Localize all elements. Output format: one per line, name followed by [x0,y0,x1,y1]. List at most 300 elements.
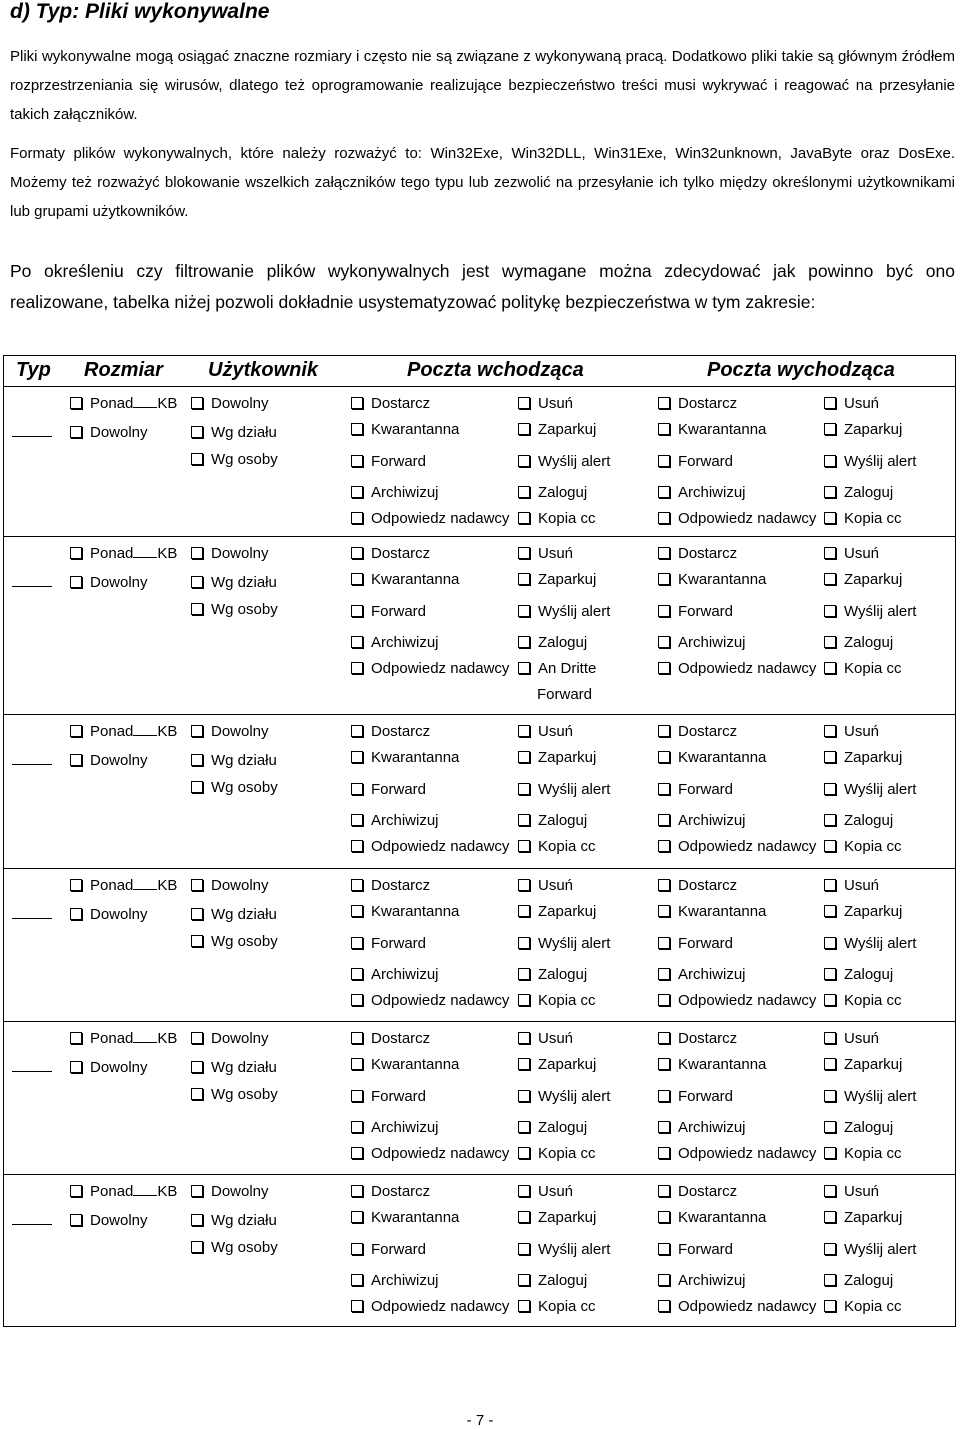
user-person-option[interactable] [191,933,278,951]
checkbox-icon[interactable] [824,751,836,763]
checkbox-icon[interactable] [824,1243,836,1255]
checkbox-icon[interactable] [658,486,670,498]
outgoing-option[interactable] [824,877,879,895]
checkbox-icon[interactable] [658,1185,670,1197]
checkbox-icon[interactable] [518,994,530,1006]
outgoing-option[interactable] [824,660,902,678]
outgoing-option[interactable] [658,510,816,528]
checkbox-icon[interactable] [824,725,836,737]
checkbox-icon[interactable] [658,879,670,891]
checkbox-icon[interactable] [824,937,836,949]
incoming-option[interactable] [518,749,596,767]
incoming-option[interactable] [351,660,509,678]
checkbox-icon[interactable] [518,1058,530,1070]
checkbox-icon[interactable] [518,1211,530,1223]
incoming-option[interactable] [518,660,596,678]
size-kb-input[interactable] [133,395,157,408]
checkbox-icon[interactable] [658,455,670,467]
outgoing-option[interactable] [658,1145,816,1163]
checkbox-icon[interactable] [191,397,203,409]
checkbox-icon[interactable] [658,605,670,617]
checkbox-icon[interactable] [824,1032,836,1044]
outgoing-option[interactable] [824,935,916,953]
outgoing-option[interactable] [824,1145,902,1163]
incoming-option[interactable] [518,1056,596,1074]
outgoing-option[interactable] [658,660,816,678]
incoming-option[interactable] [518,723,573,741]
size-any-option[interactable] [70,574,148,592]
incoming-option[interactable] [351,1056,459,1074]
incoming-option[interactable] [518,1183,573,1201]
size-kb-input[interactable] [133,877,157,890]
checkbox-icon[interactable] [351,1211,363,1223]
incoming-option[interactable] [351,1030,430,1048]
incoming-option[interactable] [351,992,509,1010]
checkbox-icon[interactable] [518,725,530,737]
checkbox-icon[interactable] [824,1058,836,1070]
checkbox-icon[interactable] [70,879,82,891]
checkbox-icon[interactable] [518,397,530,409]
checkbox-icon[interactable] [824,605,836,617]
checkbox-icon[interactable] [518,573,530,585]
outgoing-option[interactable] [658,935,733,953]
checkbox-icon[interactable] [351,636,363,648]
incoming-option[interactable] [518,634,587,652]
checkbox-icon[interactable] [351,1147,363,1159]
checkbox-icon[interactable] [191,453,203,465]
checkbox-icon[interactable] [658,1090,670,1102]
checkbox-icon[interactable] [351,814,363,826]
checkbox-icon[interactable] [824,905,836,917]
user-any-option[interactable] [191,395,269,413]
checkbox-icon[interactable] [658,1058,670,1070]
user-any-option[interactable] [191,1183,269,1201]
checkbox-icon[interactable] [518,1300,530,1312]
type-blank-field[interactable] [12,763,52,765]
checkbox-icon[interactable] [658,1243,670,1255]
checkbox-icon[interactable] [658,937,670,949]
outgoing-option[interactable] [824,1272,893,1290]
checkbox-icon[interactable] [191,1088,203,1100]
outgoing-option[interactable] [658,1183,737,1201]
incoming-option[interactable] [351,1298,509,1316]
type-blank-field[interactable] [12,585,52,587]
checkbox-icon[interactable] [518,486,530,498]
user-person-option[interactable] [191,1239,278,1257]
checkbox-icon[interactable] [824,994,836,1006]
checkbox-icon[interactable] [658,968,670,980]
checkbox-icon[interactable] [70,397,82,409]
checkbox-icon[interactable] [658,840,670,852]
checkbox-icon[interactable] [658,1121,670,1133]
checkbox-icon[interactable] [351,905,363,917]
outgoing-option[interactable] [658,723,737,741]
incoming-option[interactable] [518,395,573,413]
user-person-option[interactable] [191,1086,278,1104]
checkbox-icon[interactable] [658,662,670,674]
checkbox-icon[interactable] [658,994,670,1006]
incoming-option[interactable] [351,812,439,830]
checkbox-icon[interactable] [518,751,530,763]
incoming-option[interactable] [351,1272,439,1290]
checkbox-icon[interactable] [518,905,530,917]
incoming-option[interactable] [351,1183,430,1201]
checkbox-icon[interactable] [658,1147,670,1159]
outgoing-option[interactable] [824,1298,902,1316]
checkbox-icon[interactable] [70,908,82,920]
outgoing-option[interactable] [658,781,733,799]
checkbox-icon[interactable] [658,512,670,524]
checkbox-icon[interactable] [824,968,836,980]
user-person-option[interactable] [191,779,278,797]
incoming-option[interactable] [518,1209,596,1227]
checkbox-icon[interactable] [191,908,203,920]
checkbox-icon[interactable] [824,1300,836,1312]
size-any-option[interactable] [70,752,148,770]
checkbox-icon[interactable] [824,662,836,674]
checkbox-icon[interactable] [518,1121,530,1133]
size-over-option[interactable] [70,723,177,741]
checkbox-icon[interactable] [518,512,530,524]
incoming-option[interactable] [351,1209,459,1227]
outgoing-option[interactable] [824,453,916,471]
checkbox-icon[interactable] [351,783,363,795]
outgoing-option[interactable] [658,603,733,621]
size-over-option[interactable] [70,395,177,413]
checkbox-icon[interactable] [191,426,203,438]
incoming-option[interactable] [518,781,610,799]
checkbox-icon[interactable] [824,573,836,585]
size-over-option[interactable] [70,1030,177,1048]
outgoing-option[interactable] [658,1241,733,1259]
user-person-option[interactable] [191,451,278,469]
checkbox-icon[interactable] [70,1185,82,1197]
user-dept-option[interactable] [191,574,277,592]
outgoing-option[interactable] [824,603,916,621]
incoming-option[interactable] [351,421,459,439]
checkbox-icon[interactable] [70,1214,82,1226]
checkbox-icon[interactable] [191,1061,203,1073]
outgoing-option[interactable] [658,966,746,984]
outgoing-option[interactable] [658,1030,737,1048]
outgoing-option[interactable] [658,838,816,856]
checkbox-icon[interactable] [518,1090,530,1102]
incoming-option[interactable] [518,453,610,471]
checkbox-icon[interactable] [658,573,670,585]
outgoing-option[interactable] [658,812,746,830]
size-kb-input[interactable] [133,723,157,736]
checkbox-icon[interactable] [70,1061,82,1073]
checkbox-icon[interactable] [658,783,670,795]
checkbox-icon[interactable] [658,1274,670,1286]
checkbox-icon[interactable] [191,725,203,737]
outgoing-option[interactable] [824,1056,902,1074]
outgoing-option[interactable] [824,903,902,921]
outgoing-option[interactable] [658,1272,746,1290]
checkbox-icon[interactable] [70,547,82,559]
checkbox-icon[interactable] [518,879,530,891]
incoming-option[interactable] [518,421,596,439]
checkbox-icon[interactable] [191,547,203,559]
checkbox-icon[interactable] [518,1147,530,1159]
checkbox-icon[interactable] [824,814,836,826]
checkbox-icon[interactable] [658,1032,670,1044]
checkbox-icon[interactable] [191,1185,203,1197]
incoming-option[interactable] [351,545,430,563]
incoming-option[interactable] [351,571,459,589]
checkbox-icon[interactable] [518,1032,530,1044]
outgoing-option[interactable] [824,838,902,856]
checkbox-icon[interactable] [824,512,836,524]
checkbox-icon[interactable] [191,879,203,891]
incoming-option[interactable] [351,603,426,621]
outgoing-option[interactable] [824,571,902,589]
checkbox-icon[interactable] [351,1032,363,1044]
outgoing-option[interactable] [658,749,766,767]
checkbox-icon[interactable] [191,1214,203,1226]
checkbox-icon[interactable] [658,547,670,559]
checkbox-icon[interactable] [518,814,530,826]
outgoing-option[interactable] [658,992,816,1010]
user-dept-option[interactable] [191,752,277,770]
outgoing-option[interactable] [824,749,902,767]
incoming-option[interactable] [351,723,430,741]
user-dept-option[interactable] [191,1212,277,1230]
checkbox-icon[interactable] [658,1211,670,1223]
outgoing-option[interactable] [658,634,746,652]
outgoing-option[interactable] [824,510,902,528]
incoming-option[interactable] [351,966,439,984]
outgoing-option[interactable] [658,1209,766,1227]
outgoing-option[interactable] [658,545,737,563]
checkbox-icon[interactable] [658,814,670,826]
checkbox-icon[interactable] [518,662,530,674]
checkbox-icon[interactable] [824,397,836,409]
checkbox-icon[interactable] [658,1300,670,1312]
checkbox-icon[interactable] [351,512,363,524]
user-any-option[interactable] [191,877,269,895]
checkbox-icon[interactable] [351,605,363,617]
incoming-option[interactable] [518,877,573,895]
checkbox-icon[interactable] [824,879,836,891]
incoming-option[interactable] [518,545,573,563]
checkbox-icon[interactable] [70,426,82,438]
outgoing-option[interactable] [824,781,916,799]
checkbox-icon[interactable] [351,725,363,737]
checkbox-icon[interactable] [351,423,363,435]
incoming-option[interactable] [518,812,587,830]
checkbox-icon[interactable] [351,1090,363,1102]
checkbox-icon[interactable] [824,1274,836,1286]
incoming-option[interactable] [518,838,596,856]
checkbox-icon[interactable] [70,754,82,766]
outgoing-option[interactable] [824,812,893,830]
type-blank-field[interactable] [12,917,52,919]
outgoing-option[interactable] [824,421,902,439]
incoming-option[interactable] [518,966,587,984]
checkbox-icon[interactable] [518,1243,530,1255]
checkbox-icon[interactable] [351,994,363,1006]
checkbox-icon[interactable] [351,1274,363,1286]
checkbox-icon[interactable] [658,725,670,737]
size-any-option[interactable] [70,1059,148,1077]
user-dept-option[interactable] [191,1059,277,1077]
checkbox-icon[interactable] [351,1243,363,1255]
type-blank-field[interactable] [12,1070,52,1072]
incoming-option[interactable] [518,1088,610,1106]
incoming-option[interactable] [518,571,596,589]
outgoing-option[interactable] [658,903,766,921]
checkbox-icon[interactable] [191,576,203,588]
checkbox-icon[interactable] [824,1185,836,1197]
checkbox-icon[interactable] [824,783,836,795]
outgoing-option[interactable] [824,1119,893,1137]
checkbox-icon[interactable] [658,905,670,917]
checkbox-icon[interactable] [824,455,836,467]
user-dept-option[interactable] [191,424,277,442]
outgoing-option[interactable] [824,545,879,563]
outgoing-option[interactable] [658,1298,816,1316]
user-person-option[interactable] [191,601,278,619]
size-any-option[interactable] [70,906,148,924]
checkbox-icon[interactable] [191,935,203,947]
checkbox-icon[interactable] [824,1121,836,1133]
incoming-option[interactable] [518,903,596,921]
outgoing-option[interactable] [658,1056,766,1074]
checkbox-icon[interactable] [824,1090,836,1102]
incoming-option[interactable] [351,781,426,799]
size-over-option[interactable] [70,877,177,895]
incoming-option[interactable] [351,838,509,856]
outgoing-option[interactable] [658,1088,733,1106]
checkbox-icon[interactable] [351,1121,363,1133]
checkbox-icon[interactable] [351,1185,363,1197]
checkbox-icon[interactable] [191,1241,203,1253]
checkbox-icon[interactable] [351,1058,363,1070]
outgoing-option[interactable] [658,484,746,502]
incoming-option[interactable] [351,877,430,895]
incoming-option[interactable] [518,1272,587,1290]
incoming-option[interactable] [518,992,596,1010]
checkbox-icon[interactable] [824,1147,836,1159]
incoming-option[interactable] [351,484,439,502]
checkbox-icon[interactable] [518,937,530,949]
size-over-option[interactable] [70,545,177,563]
incoming-option[interactable] [518,1119,587,1137]
checkbox-icon[interactable] [518,547,530,559]
outgoing-option[interactable] [658,395,737,413]
size-any-option[interactable] [70,424,148,442]
incoming-option[interactable] [518,1241,610,1259]
outgoing-option[interactable] [824,1183,879,1201]
checkbox-icon[interactable] [518,840,530,852]
checkbox-icon[interactable] [351,455,363,467]
outgoing-option[interactable] [824,1088,916,1106]
checkbox-icon[interactable] [824,636,836,648]
outgoing-option[interactable] [824,966,893,984]
incoming-option[interactable] [351,453,426,471]
checkbox-icon[interactable] [191,603,203,615]
size-any-option[interactable] [70,1212,148,1230]
type-blank-field[interactable] [12,1223,52,1225]
incoming-option[interactable] [518,510,596,528]
checkbox-icon[interactable] [70,1032,82,1044]
incoming-option[interactable] [518,1145,596,1163]
outgoing-option[interactable] [824,634,893,652]
incoming-option[interactable] [351,510,509,528]
checkbox-icon[interactable] [824,486,836,498]
checkbox-icon[interactable] [658,751,670,763]
size-over-option[interactable] [70,1183,177,1201]
checkbox-icon[interactable] [658,423,670,435]
incoming-option[interactable] [351,903,459,921]
incoming-option[interactable] [351,1241,426,1259]
checkbox-icon[interactable] [351,1300,363,1312]
incoming-option[interactable] [518,603,610,621]
checkbox-icon[interactable] [191,781,203,793]
checkbox-icon[interactable] [824,840,836,852]
checkbox-icon[interactable] [518,1274,530,1286]
outgoing-option[interactable] [658,421,766,439]
outgoing-option[interactable] [824,1209,902,1227]
checkbox-icon[interactable] [518,968,530,980]
type-blank-field[interactable] [12,435,52,437]
checkbox-icon[interactable] [351,751,363,763]
outgoing-option[interactable] [824,395,879,413]
user-dept-option[interactable] [191,906,277,924]
user-any-option[interactable] [191,545,269,563]
checkbox-icon[interactable] [351,397,363,409]
checkbox-icon[interactable] [351,937,363,949]
outgoing-option[interactable] [658,453,733,471]
checkbox-icon[interactable] [518,423,530,435]
outgoing-option[interactable] [658,877,737,895]
outgoing-option[interactable] [824,723,879,741]
checkbox-icon[interactable] [824,547,836,559]
incoming-option[interactable] [351,1119,439,1137]
incoming-option[interactable] [351,395,430,413]
user-any-option[interactable] [191,1030,269,1048]
outgoing-option[interactable] [824,1030,879,1048]
incoming-option[interactable] [518,1030,573,1048]
user-any-option[interactable] [191,723,269,741]
incoming-option[interactable] [351,1145,509,1163]
checkbox-icon[interactable] [351,547,363,559]
checkbox-icon[interactable] [70,725,82,737]
checkbox-icon[interactable] [518,783,530,795]
incoming-option[interactable] [518,935,610,953]
size-kb-input[interactable] [133,1183,157,1196]
outgoing-option[interactable] [658,571,766,589]
size-kb-input[interactable] [133,1030,157,1043]
checkbox-icon[interactable] [518,605,530,617]
outgoing-option[interactable] [824,1241,916,1259]
incoming-option[interactable] [518,484,587,502]
incoming-option[interactable] [351,749,459,767]
checkbox-icon[interactable] [351,879,363,891]
incoming-option[interactable] [518,1298,596,1316]
checkbox-icon[interactable] [518,455,530,467]
checkbox-icon[interactable] [658,636,670,648]
checkbox-icon[interactable] [191,754,203,766]
checkbox-icon[interactable] [518,1185,530,1197]
checkbox-icon[interactable] [191,1032,203,1044]
checkbox-icon[interactable] [351,486,363,498]
checkbox-icon[interactable] [658,397,670,409]
incoming-option[interactable] [351,935,426,953]
checkbox-icon[interactable] [351,968,363,980]
checkbox-icon[interactable] [824,423,836,435]
